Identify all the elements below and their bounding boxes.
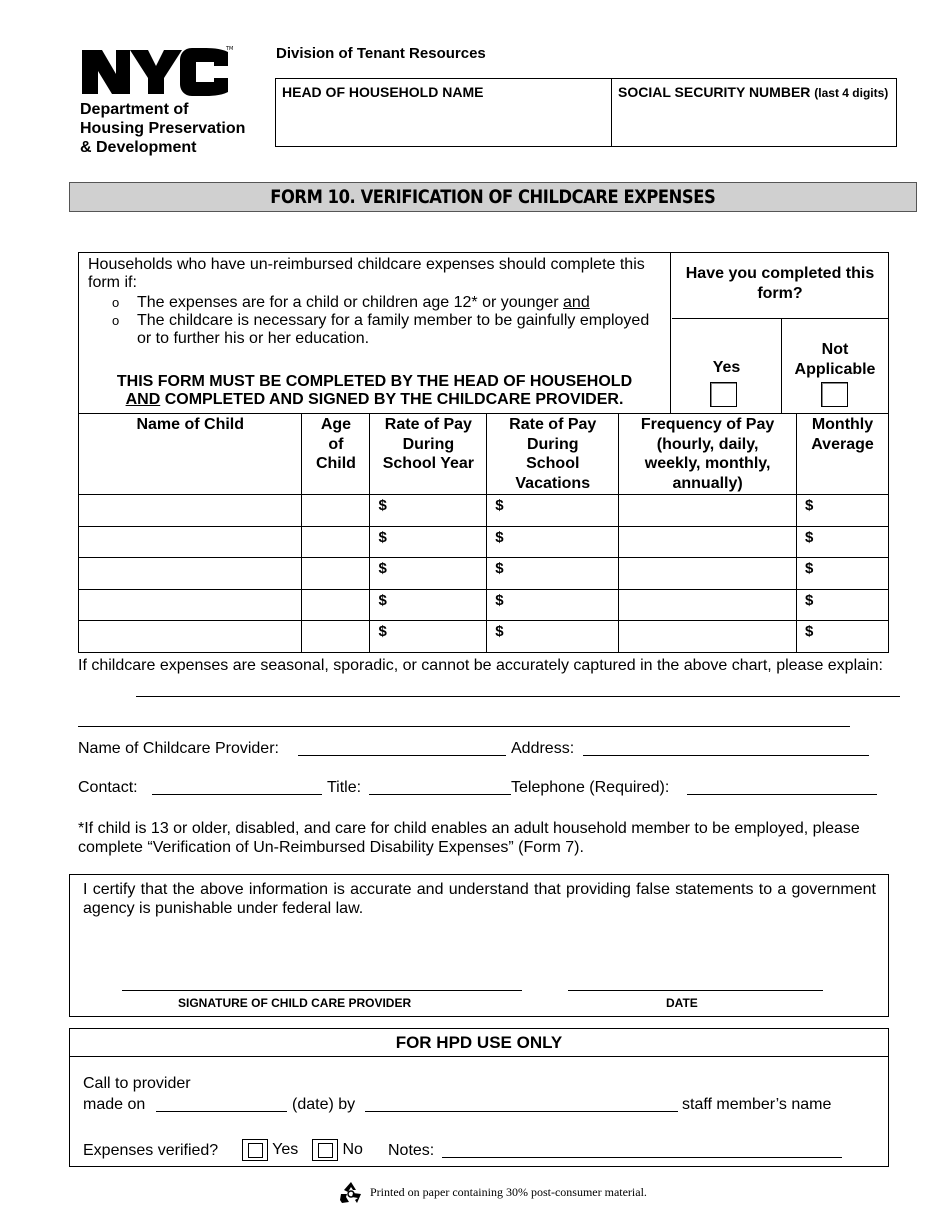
staff-name-input[interactable] xyxy=(365,1111,678,1112)
verified-yes-option xyxy=(242,1139,298,1161)
header-fields xyxy=(275,78,897,147)
name-cell[interactable] xyxy=(79,495,302,527)
department-line-1: Department of xyxy=(80,101,189,118)
verified-no-checkbox[interactable] xyxy=(312,1139,338,1161)
age-cell[interactable] xyxy=(302,526,370,558)
col-rate-vacations: Rate of Pay During School Vacations xyxy=(487,414,619,495)
eligibility-box xyxy=(78,252,889,414)
provider-name-label: Name of Childcare Provider: xyxy=(78,740,279,757)
monthly-average-cell[interactable]: $ xyxy=(796,558,888,590)
eligibility-instructions xyxy=(79,253,671,413)
department-name xyxy=(80,100,245,157)
frequency-cell[interactable] xyxy=(619,589,797,621)
made-on-label: made on xyxy=(83,1096,146,1113)
monthly-average-cell[interactable]: $ xyxy=(796,526,888,558)
verified-yes-checkbox[interactable] xyxy=(242,1139,268,1161)
contact-label: Contact: xyxy=(78,779,138,796)
notes-label: Notes: xyxy=(388,1142,435,1159)
rate-school-cell[interactable]: $ xyxy=(370,621,487,653)
table-row xyxy=(79,495,889,527)
col-age-of-child: Age of Child xyxy=(302,414,370,495)
verified-no-option xyxy=(312,1139,363,1161)
name-cell[interactable] xyxy=(79,589,302,621)
age-cell[interactable] xyxy=(302,558,370,590)
col-frequency-of-pay: Frequency of Pay (hourly, daily, weekly, monthly, annually) xyxy=(619,414,797,495)
department-line-2: Housing Preservation xyxy=(80,120,246,137)
rate-vacation-cell[interactable]: $ xyxy=(487,558,619,590)
footer-text: Printed on paper containing 30% post-consumer material. xyxy=(370,1184,647,1199)
title-input[interactable] xyxy=(369,794,511,795)
rate-vacation-cell[interactable]: $ xyxy=(487,589,619,621)
telephone-label: Telephone (Required): xyxy=(511,779,670,796)
rate-school-cell[interactable]: $ xyxy=(370,558,487,590)
completed-question: Have you completed this form? xyxy=(672,253,888,319)
provider-name-input[interactable] xyxy=(298,755,506,756)
age-note: *If child is 13 or older, disabled, and care for child enables an adult household member to be employed, please complete “Verification of Un-Reimbursed Disability Expenses” (Form 7). xyxy=(78,820,860,856)
childcare-table xyxy=(78,413,889,653)
monthly-average-cell[interactable]: $ xyxy=(796,589,888,621)
name-cell[interactable] xyxy=(79,526,302,558)
name-cell[interactable] xyxy=(79,558,302,590)
staff-member-label: staff member’s name xyxy=(682,1096,832,1113)
table-header-row xyxy=(79,414,889,495)
yes-label: Yes xyxy=(712,359,741,376)
telephone-input[interactable] xyxy=(687,794,877,795)
address-label: Address: xyxy=(511,740,575,757)
ssn-field[interactable] xyxy=(612,79,896,146)
form-title: FORM 10. VERIFICATION OF CHILDCARE EXPENSES xyxy=(69,182,917,212)
division-title: Division of Tenant Resources xyxy=(276,45,486,62)
rate-vacation-cell[interactable]: $ xyxy=(487,495,619,527)
completion-requirement: THIS FORM MUST BE COMPLETED BY THE HEAD OF HOUSEHOLD AND COMPLETED AND SIGNED BY THE CHILDCARE PROVIDER. xyxy=(116,373,633,408)
call-date-input[interactable] xyxy=(156,1111,287,1112)
explain-input-line-1[interactable] xyxy=(136,696,900,697)
certification-text: I certify that the above information is accurate and understand that providing false statements to a government agency is punishable under federal law. xyxy=(83,881,876,917)
rate-vacation-cell[interactable]: $ xyxy=(487,621,619,653)
head-of-household-field[interactable] xyxy=(276,79,612,146)
department-line-3: & Development xyxy=(80,139,197,156)
recycle-icon xyxy=(338,1181,364,1205)
ssn-label: SOCIAL SECURITY NUMBER xyxy=(618,84,811,100)
name-cell[interactable] xyxy=(79,621,302,653)
hpd-use-box xyxy=(69,1028,889,1167)
verified-yes-label: Yes xyxy=(272,1141,299,1159)
col-monthly-average: Monthly Average xyxy=(796,414,888,495)
yes-checkbox[interactable] xyxy=(710,382,737,407)
signature-line[interactable] xyxy=(122,990,522,991)
date-line[interactable] xyxy=(568,990,823,991)
expenses-verified-label: Expenses verified? xyxy=(83,1142,219,1159)
table-row xyxy=(79,526,889,558)
monthly-average-cell[interactable]: $ xyxy=(796,495,888,527)
explain-text: If childcare expenses are seasonal, sporadic, or cannot be accurately captured in the above chart, please explain: xyxy=(78,657,883,674)
hpd-title: FOR HPD USE ONLY xyxy=(70,1029,888,1057)
title-label: Title: xyxy=(327,779,362,796)
table-row xyxy=(79,589,889,621)
eligibility-list xyxy=(88,294,661,348)
not-applicable-label: Not Applicable xyxy=(794,341,876,378)
frequency-cell[interactable] xyxy=(619,558,797,590)
not-applicable-option xyxy=(782,319,888,413)
explain-input-line-2[interactable] xyxy=(78,726,850,727)
yes-option xyxy=(672,319,782,413)
rate-school-cell[interactable]: $ xyxy=(370,526,487,558)
rate-school-cell[interactable]: $ xyxy=(370,589,487,621)
rate-school-cell[interactable]: $ xyxy=(370,495,487,527)
eligibility-intro: Households who have un-reimbursed childcare expenses should complete this form if: xyxy=(88,256,645,291)
contact-input[interactable] xyxy=(152,794,322,795)
date-by-label: (date) by xyxy=(292,1096,356,1113)
frequency-cell[interactable] xyxy=(619,495,797,527)
notes-input[interactable] xyxy=(442,1157,842,1158)
monthly-average-cell[interactable]: $ xyxy=(796,621,888,653)
age-cell[interactable] xyxy=(302,589,370,621)
table-row xyxy=(79,621,889,653)
table-row xyxy=(79,558,889,590)
frequency-cell[interactable] xyxy=(619,621,797,653)
svg-text:TM: TM xyxy=(226,46,234,52)
signature-label: SIGNATURE OF CHILD CARE PROVIDER xyxy=(178,996,412,1010)
call-to-provider-label: Call to provider xyxy=(83,1075,191,1092)
frequency-cell[interactable] xyxy=(619,526,797,558)
verified-no-label: No xyxy=(342,1141,363,1159)
rate-vacation-cell[interactable]: $ xyxy=(487,526,619,558)
head-of-household-label: HEAD OF HOUSEHOLD NAME xyxy=(282,84,484,100)
eligibility-bullet-2: o The childcare is necessary for a family member to be gainfully employed or to further his or her education. xyxy=(88,312,661,348)
ssn-sublabel: (last 4 digits) xyxy=(814,86,889,100)
certification-box xyxy=(69,874,889,1017)
address-input[interactable] xyxy=(583,755,869,756)
date-label: DATE xyxy=(666,996,698,1010)
nyc-logo-icon xyxy=(80,44,234,100)
age-cell[interactable] xyxy=(302,495,370,527)
recycled-paper-footer xyxy=(338,1181,647,1205)
not-applicable-checkbox[interactable] xyxy=(821,382,848,407)
col-rate-school-year: Rate of Pay During School Year xyxy=(370,414,487,495)
eligibility-bullet-1: o The expenses are for a child or children age 12* or younger and xyxy=(88,294,661,312)
col-name-of-child: Name of Child xyxy=(79,414,302,495)
age-cell[interactable] xyxy=(302,621,370,653)
